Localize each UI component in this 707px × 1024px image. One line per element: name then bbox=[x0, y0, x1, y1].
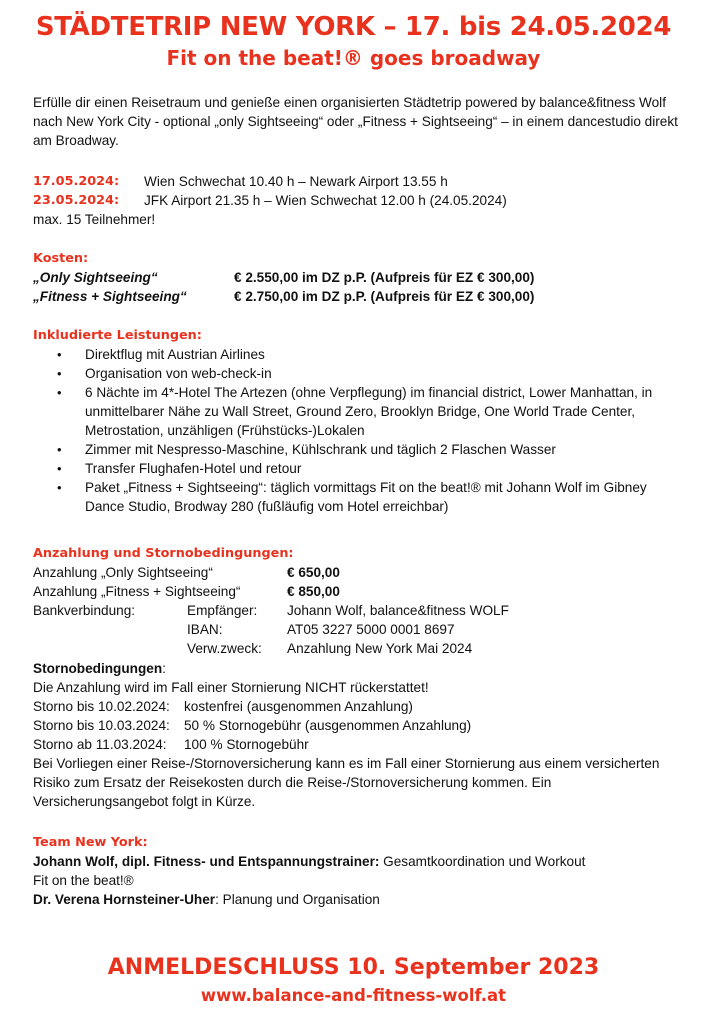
cost-name: „Only Sightseeing“ bbox=[33, 270, 158, 285]
cancellation-colon: : bbox=[162, 661, 166, 676]
list-item: • 6 Nächte im 4*-Hotel The Artezen (ohne Verpflegung) im financial district, Lower Manhattan, in unmittelbarer Nähe zu Wall Street, Ground Zero, Brooklyn Bridge, One World Trade Center, Metrostation, unzähligen (Frühstücks-)Lokalen bbox=[33, 383, 683, 440]
list-item: • Direktflug mit Austrian Airlines bbox=[33, 345, 683, 364]
bank-row bbox=[33, 639, 683, 658]
deposit-item bbox=[33, 582, 683, 601]
rule-text: 100 % Stornogebühr bbox=[184, 737, 309, 752]
insurance-text: Bei Vorliegen einer Reise-/Stornoversicherung kann es im Fall einer Stornierung aus einem versicherten Risiko zum Ersatz der Reisekosten durch die Reise-/Stornoversicherung kommen. Ein Versicherungsangebot folgt in Kürze. bbox=[33, 756, 660, 809]
flights-section bbox=[33, 172, 683, 229]
list-item: • Organisation von web-check-in bbox=[33, 364, 683, 383]
cost-price: € 2.550,00 im DZ p.P. (Aufpreis für EZ € 300,00) bbox=[234, 270, 535, 285]
flight-text: Wien Schwechat 10.40 h – Newark Airport 13.55 h bbox=[144, 174, 448, 189]
team-member bbox=[33, 890, 593, 909]
bank-key: IBAN: bbox=[187, 622, 223, 637]
deposit-name: Anzahlung „Only Sightseeing“ bbox=[33, 565, 213, 580]
list-item: • Transfer Flughafen-Hotel und retour bbox=[33, 459, 683, 478]
cost-price: € 2.750,00 im DZ p.P. (Aufpreis für EZ € 300,00) bbox=[234, 289, 535, 304]
cost-item bbox=[33, 268, 683, 287]
team-section bbox=[33, 833, 593, 909]
cost-name: „Fitness + Sightseeing“ bbox=[33, 289, 187, 304]
flight-outbound bbox=[33, 172, 683, 191]
bank-label: Bankverbindung: bbox=[33, 603, 136, 618]
included-section bbox=[33, 326, 683, 516]
costs-label: Kosten: bbox=[33, 251, 89, 266]
member-name: Dr. Verena Hornsteiner-Uher bbox=[33, 892, 216, 907]
cancellation-section bbox=[33, 659, 683, 811]
flight-return bbox=[33, 191, 683, 210]
cancellation-note: Die Anzahlung wird im Fall einer Stornierung NICHT rückerstattet! bbox=[33, 680, 429, 695]
rule-date: Storno bis 10.03.2024: bbox=[33, 718, 170, 733]
list-item: • Zimmer mit Nespresso-Maschine, Kühlschrank und täglich 2 Flaschen Wasser bbox=[33, 440, 683, 459]
list-item: • Paket „Fitness + Sightseeing“: täglich vormittags Fit on the beat!® mit Johann Wolf im Gibney Dance Studio, Brodway 280 (fußläufig vom Hotel erreichbar) bbox=[33, 478, 683, 516]
page-title: STÄDTETRIP NEW YORK – 17. bis 24.05.2024 bbox=[35, 12, 672, 42]
deposit-section bbox=[33, 544, 683, 658]
cost-item bbox=[33, 287, 683, 306]
deposit-amount: € 850,00 bbox=[287, 584, 340, 599]
flight-text: JFK Airport 21.35 h – Wien Schwechat 12.00 h (24.05.2024) bbox=[144, 193, 507, 208]
max-participants bbox=[33, 210, 683, 229]
included-label: Inkludierte Leistungen: bbox=[33, 328, 202, 343]
flight-date: 23.05.2024: bbox=[33, 193, 120, 208]
flight-date: 17.05.2024: bbox=[33, 174, 120, 189]
team-label: Team New York: bbox=[33, 835, 148, 850]
intro-paragraph: Erfülle dir einen Reisetraum und genieße einen organisierten Städtetrip powered by balance&fitness Wolf nach New York City - optional „only Sightseeing“ oder „Fitness + Sightseeing“ – in einem dancestudio direkt am Broadway. bbox=[33, 95, 678, 148]
page-subtitle: Fit on the beat!® goes broadway bbox=[166, 46, 541, 70]
cancellation-rule bbox=[33, 716, 683, 735]
bank-value: Johann Wolf, balance&fitness WOLF bbox=[287, 603, 509, 618]
bank-row bbox=[33, 601, 683, 620]
deposit-amount: € 650,00 bbox=[287, 565, 340, 580]
registration-deadline: ANMELDESCHLUSS 10. September 2023 bbox=[107, 955, 600, 980]
rule-text: kostenfrei (ausgenommen Anzahlung) bbox=[184, 699, 413, 714]
bank-value: Anzahlung New York Mai 2024 bbox=[287, 641, 473, 656]
rule-date: Storno ab 11.03.2024: bbox=[33, 737, 167, 752]
max-participants-text: max. 15 Teilnehmer! bbox=[33, 212, 156, 227]
deposit-item bbox=[33, 563, 683, 582]
bank-key: Empfänger: bbox=[187, 603, 258, 618]
cancellation-label: Stornobedingungen bbox=[33, 661, 163, 676]
included-list bbox=[33, 345, 683, 516]
bank-row bbox=[33, 620, 683, 639]
deposit-name: Anzahlung „Fitness + Sightseeing“ bbox=[33, 584, 241, 599]
website-link[interactable]: www.balance-and-fitness-wolf.at bbox=[200, 986, 507, 1005]
bank-key: Verw.zweck: bbox=[187, 641, 262, 656]
cancellation-heading bbox=[33, 659, 683, 678]
team-member bbox=[33, 852, 593, 890]
member-role: : Planung und Organisation bbox=[215, 892, 380, 907]
deposit-label: Anzahlung und Stornobedingungen: bbox=[33, 546, 294, 561]
cancellation-rule bbox=[33, 697, 683, 716]
rule-text: 50 % Stornogebühr (ausgenommen Anzahlung) bbox=[184, 718, 472, 733]
cancellation-rule bbox=[33, 735, 683, 754]
bank-value: AT05 3227 5000 0001 8697 bbox=[287, 622, 455, 637]
member-role: Gesamtkoordination und Workout Fit on the beat!® bbox=[33, 854, 586, 888]
member-name: Johann Wolf, dipl. Fitness- und Entspannungstrainer: bbox=[33, 854, 380, 869]
rule-date: Storno bis 10.02.2024: bbox=[33, 699, 170, 714]
costs-section bbox=[33, 249, 683, 306]
